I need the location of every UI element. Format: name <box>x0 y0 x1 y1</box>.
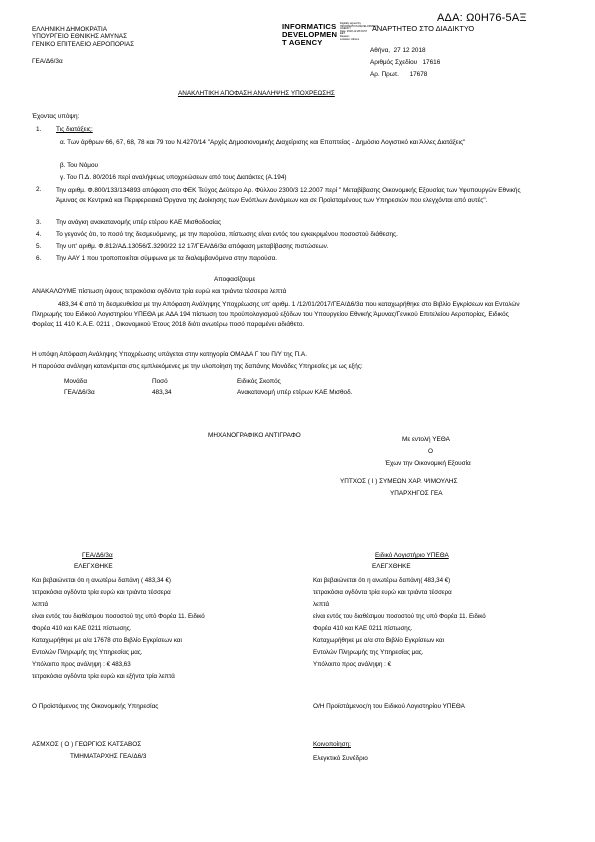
item-text: Το γεγονός ότι, το ποσό της δεσμευόμενης, με την παρούσα, πίστωσης είναι εντός του εγκεκριμένου ποσοστού διάθεσης. <box>56 231 398 238</box>
mechanical-copy-label: ΜΗΧΑΝΟΓΡΑΦΙΚΟ ΑΝΤΙΓΡΑΦΟ <box>208 432 301 439</box>
table-cell: ΓΕΑ/Δ6/3α <box>64 389 95 396</box>
signer-name: ΥΠΤΧΟΣ ( Ι ) ΣΥΜΕΩΝ ΧΑΡ. ΨΙΜΟΥΛΗΣ <box>340 478 458 485</box>
left-box-office: ΓΕΑ/Δ6/3α <box>82 552 113 559</box>
signer-line: Ο <box>428 448 433 455</box>
org-line: ΥΠΟΥΡΓΕΙΟ ΕΘΝΙΚΗΣ ΑΜΥΝΑΣ <box>32 33 128 41</box>
item-number: 1. <box>36 126 42 133</box>
table-cell: 483,34 <box>152 389 172 396</box>
decide-heading: Αποφασίζουμε <box>214 276 256 283</box>
signer-role: ΥΠΑΡΧΗΓΟΣ ΓΕΑ <box>390 490 443 497</box>
table-header-amount: Ποσό <box>152 378 168 385</box>
signature-logo: INFORMATICS DEVELOPMEN T AGENCY <box>282 22 338 47</box>
table-cell: Ανακατανομή υπέρ ετέρων ΚΑΕ Μισθοδ. <box>237 389 353 396</box>
date-line: Αθήνα, 27 12 2018 <box>370 47 426 54</box>
ada-number: ΑΔΑ: Ω0Η76-5ΑΞ <box>437 12 527 24</box>
office-code: ΓΕΑ/Δ6/3α <box>32 58 63 65</box>
signer-line: Έχων την Οικονομική Εξουσία <box>385 460 471 467</box>
left-verification-text: Και βεβαιώνεται ότι η ανωτέρω δαπάνη ( 483,34 €) τετρακόσια ογδόντα τρία ευρώ και τριάντα τέσσερα λεπτά είναι εντός του διαθέσιμου ποσοστού της υπό Φορέα 11. Ειδικό Φορέα 410 και ΚΑΕ 0211 πίστωσης. Καταχωρήθηκε με α/α 17678 στο Βιβλίο Εγκρίσεων και Εντολών Πληρωμής της Υπηρεσίας μας. Υπόλοιπο προς ανάληψη : € 483,63 τετρακόσια ογδόντα τρία ευρώ και εξήντα τρία λεπτά <box>32 577 205 680</box>
left-box-checked: ΕΛΕΓΧΘΗΚΕ <box>74 563 113 570</box>
signer-line: Με εντολή ΥΕΘΑ <box>402 436 450 443</box>
item-text: γ. Του Π.Δ. 80/2016 περί αναλήψεως υποχρεώσεων από τους Διατάκτες (Α.194) <box>60 174 287 181</box>
draft-number-line: Αριθμός Σχεδίου 17616 <box>370 59 441 66</box>
officer-name: ΑΣΜΧΟΣ ( Ο ) ΓΕΩΡΓΙΟΣ ΚΑΤΣΑΒΟΣ <box>32 741 142 748</box>
digital-signature-details: Digitally signed by INFORMATICS DEVELOPMENT AGENCY Date: 2018.12.28 09:57 EET Reason: Location: Athens <box>340 22 378 41</box>
intro-text: Έχοντας υπόψη: <box>32 113 80 120</box>
item-number: 5. <box>36 243 42 250</box>
item-number: 2. <box>36 186 42 193</box>
item-text: β. Του Νόμου <box>60 162 99 169</box>
accounting-head-label: Ο/Η Προϊστάμενος/η του Ειδικού Λογιστηρίου ΥΠΕΘΑ <box>313 703 465 710</box>
document-title: ΑΝΑΚΛΗΤΙΚΗ ΑΠΟΦΑΣΗ ΑΝΑΛΗΨΗΣ ΥΠΟΧΡΕΩΣΗΣ <box>178 90 335 97</box>
decision-paragraph: 483,34 € από τη δεσμευθείσα με την Απόφαση Ανάληψης Υποχρέωσης υπ' αριθμ. 1 /12/01/2017/ΓΕΑ/Δ6/3α που καταχωρήθηκε στο Βιβλίο Εγκρίσεων και Εντολών Πληρωμής του Ειδικού Λογιστηρίου ΥΠΕΘΑ με ΑΔΑ 194 πίστωση του προϋπολογισμού εξόδων του Υπουργείου Εθνικής Άμυνας/Γενικού Επιτελείου Αεροπορίας, Ειδικός Φορέας 11 410 Κ.Α.Ε. 0211 , Οικονομικού Έτους 2018 διότι ανωτέρω ποσό παραμένει αδιάθετο. <box>32 301 520 328</box>
item-text: α. Των άρθρων 66, 67, 68, 78 και 79 του Ν.4270/14 "Αρχές Δημοσιονομικής Διαχείρισης και Εποπτείας - Δημόσιο Λογιστικό και Άλλες Διατάξεις" <box>60 139 466 146</box>
org-line: ΕΛΛΗΝΙΚΗ ΔΗΜΟΚΡΑΤΙΑ <box>32 26 108 33</box>
protocol-number-line: Αρ. Πρωτ. 17678 <box>370 71 428 78</box>
table-header-purpose: Ειδικός Σκοπός <box>237 378 281 385</box>
org-header <box>32 26 134 48</box>
item-number: 6. <box>36 255 42 262</box>
distribution-line: Η παρούσα ανάληψη κατανέμεται στις εμπλεκόμενες με την υλοποίηση της δαπάνης Μονάδες Υπηρεσίες με ως εξής: <box>32 363 363 370</box>
item-number: 3. <box>36 219 42 226</box>
org-line: ΓΕΝΙΚΟ ΕΠΙΤΕΛΕΙΟ ΑΕΡΟΠΟΡΙΑΣ <box>32 40 135 48</box>
notification-recipient: Ελεγκτικό Συνέδριο <box>313 755 368 762</box>
notification-label: Κοινοποίηση: <box>313 741 351 748</box>
right-verification-text: Και βεβαιώνεται ότι η ανωτέρω δαπάνη( 483,34 €) τετρακόσια ογδόντα τρία ευρώ και τριάντα τέσσερα λεπτά είναι εντός του διαθέσιμου ποσοστού της υπό Φορέα 11. Ειδικό Φορέα 410 και ΚΑΕ 0211 πίστωσης. Καταχωρήθηκε με α/α στο Βιβλίο Εγκρίσεων και Εντολών Πληρωμής της Υπηρεσίας μας. Υπόλοιπο προς ανάληψη : € <box>313 577 486 668</box>
officer-role: ΤΜΗΜΑΤΑΡΧΗΣ ΓΕΑ/Δ6/3 <box>70 753 147 760</box>
right-box-office: Ειδικό Λογιστήριο ΥΠΕΘΑ <box>375 552 449 559</box>
item-text: Την ΑΑΥ 1 που τροποποιείται σύμφωνα με τα διαλαμβανόμενα στην παρούσα. <box>56 255 278 262</box>
item-text: Την υπ' αριθμ. Φ.812/ΑΔ.13056/Σ.3290/22 12 17/ΓΕΑ/Δ6/3α απόφαση μεταβίβασης πιστώσεων. <box>56 243 329 250</box>
financial-head-label: Ο Προϊστάμενος της Οικονομικής Υπηρεσίας <box>32 703 159 710</box>
table-header-unit: Μονάδα <box>64 378 88 385</box>
decision-line: ΑΝΑΚΑΛΟΥΜΕ πίστωση ύψους τετρακόσια ογδόντα τρία ευρώ και τριάντα τέσσερα λεπτά <box>32 288 287 295</box>
item-number: 4. <box>36 231 42 238</box>
category-line: Η υπόψη Απόφαση Ανάληψης Υποχρέωσης υπάγεται στην κατηγορία ΟΜΑΔΑ Γ του Π/Υ της Π.Α. <box>32 351 307 358</box>
item-text: Την αριθμ. Φ.800/133/134893 απόφαση στο ΦΕΚ Τεύχος Δεύτερο Αρ. Φύλλου 2300/3 12.2007 περί " Μεταβίβασης Οικονομικής Εξουσίας των Υφυπουργών Εθνικής Άμυνας σε Κεντρικά και Περιφερειακά Όργανα της Διοίκησης των Ενόπλων Δυνάμεων και σε Προϊσταμένους των Υπηρεσιών που ελεγχόνται από αυτές". <box>56 187 521 204</box>
posted-online-label: ΑΝΑΡΤΗΤΕΟ ΣΤΟ ΔΙΑΔΙΚΤΥΟ <box>372 24 475 33</box>
item-text: Την ανάγκη ανακατανομής υπέρ ετέρου ΚΑΕ Μισθοδοσίας <box>56 219 222 226</box>
right-box-checked: ΕΛΕΓΧΘΗΚΕ <box>372 563 411 570</box>
item-text: Τις διατάξεις: <box>56 126 93 133</box>
